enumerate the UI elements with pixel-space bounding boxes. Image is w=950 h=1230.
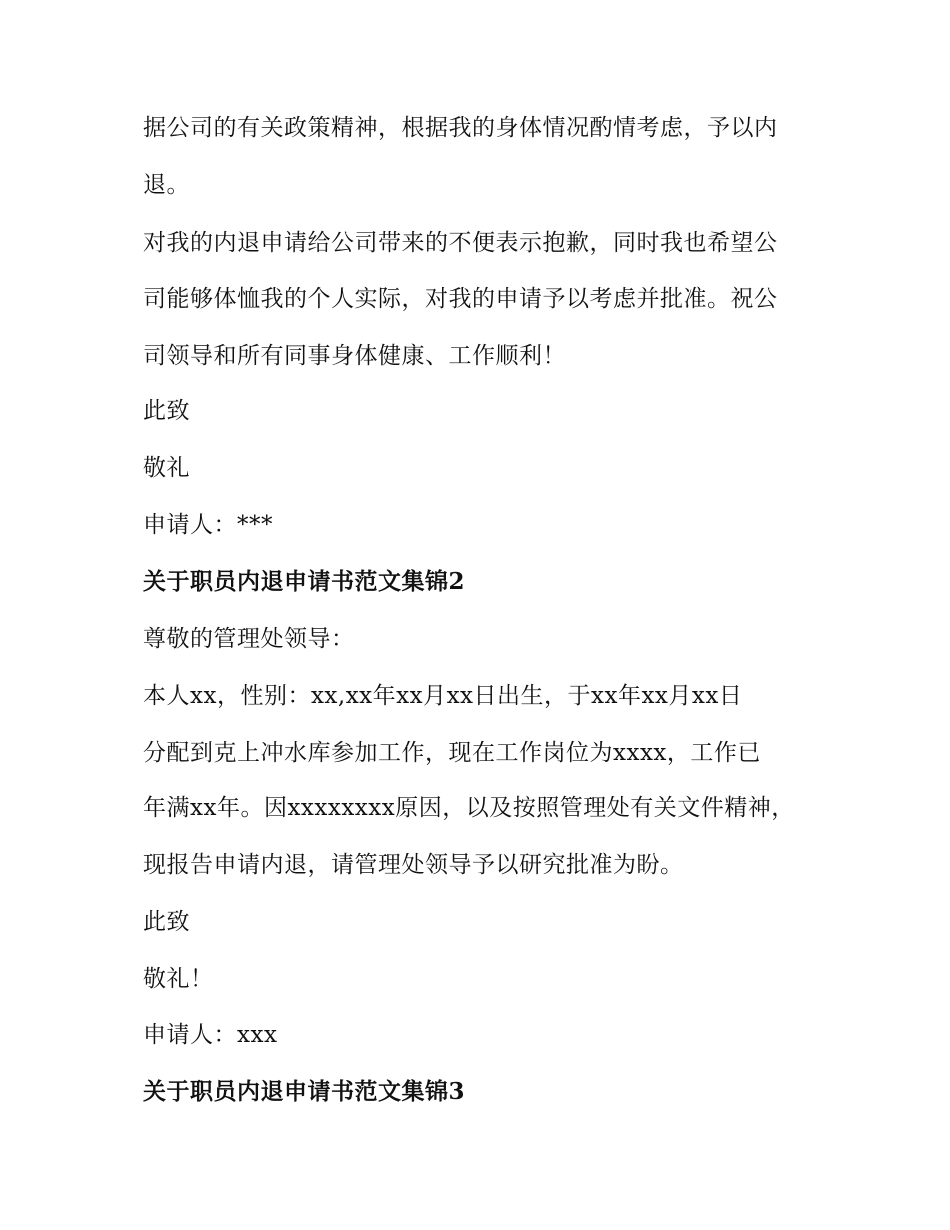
closing-line: 此致 — [143, 909, 190, 935]
salutation-line: 敬礼 — [143, 455, 190, 481]
closing-line: 此致 — [143, 398, 190, 424]
paragraph-line: 分配到克上冲水库参加工作，现在工作岗位为xxxx，工作已 — [143, 740, 761, 766]
paragraph-line: 本人xx，性别：xx,xx年xx月xx日出生，于xx年xx月xx日 — [143, 683, 743, 709]
paragraph-line: 司领导和所有同事身体健康、工作顺利！ — [143, 343, 566, 369]
section-heading: 关于职员内退申请书范文集锦3 — [143, 1078, 466, 1105]
paragraph-line: 据公司的有关政策精神，根据我的身体情况酌情考虑，予以内 — [143, 115, 778, 141]
paragraph-line: 现报告申请内退，请管理处领导予以研究批准为盼。 — [143, 852, 684, 878]
applicant-line: 申请人：xxx — [143, 1022, 278, 1048]
paragraph-line: 年满xx年。因xxxxxxxx原因，以及按照管理处有关文件精神， — [143, 795, 795, 821]
applicant-line: 申请人：*** — [143, 512, 273, 538]
paragraph-line: 对我的内退申请给公司带来的不便表示抱歉，同时我也希望公 — [143, 230, 778, 256]
paragraph-line: 退。 — [143, 172, 190, 198]
section-heading: 关于职员内退申请书范文集锦2 — [143, 568, 466, 595]
paragraph-line: 司能够体恤我的个人实际，对我的申请予以考虑并批准。祝公 — [143, 286, 778, 312]
greeting-line: 尊敬的管理处领导： — [143, 626, 355, 652]
salutation-line: 敬礼！ — [143, 966, 214, 992]
